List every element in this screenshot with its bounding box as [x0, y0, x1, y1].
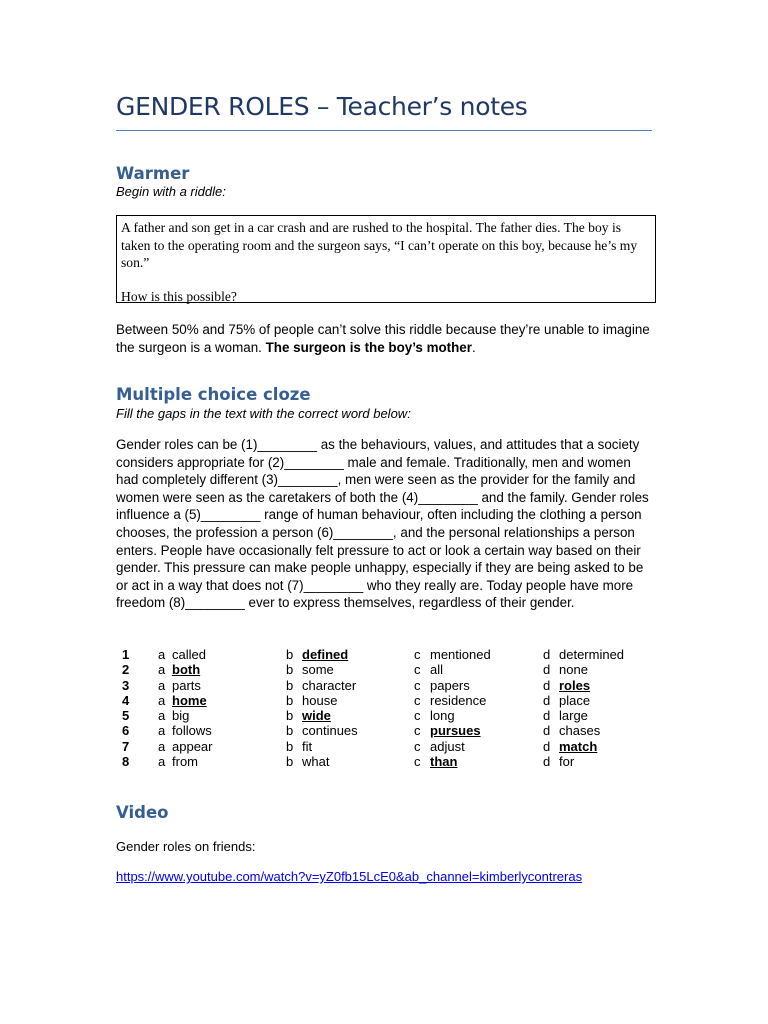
- correct-option: defined: [302, 647, 349, 662]
- option-letter: d: [543, 723, 551, 739]
- question-number: 6: [122, 723, 130, 739]
- correct-option: roles: [559, 677, 591, 693]
- option-letter: b: [286, 662, 294, 678]
- video-heading: Video: [116, 803, 169, 822]
- riddle-answer: The surgeon is the boy’s mother: [265, 339, 472, 355]
- option-word: adjust: [430, 738, 465, 754]
- option-word: continues: [302, 723, 358, 739]
- warmer-instruction: Begin with a riddle:: [116, 184, 226, 199]
- option-letter: c: [414, 738, 421, 754]
- option-letter: b: [286, 708, 294, 724]
- option-letter: d: [543, 754, 551, 770]
- option-letter: d: [543, 677, 551, 693]
- cloze-text: Gender roles can be (1)________ as the behaviours, values, and attitudes that a society considers appropriate for (2)________ male and female. Traditionally, men and women had completely different (3)________, men were seen as the provider for the family and women were seen as the caretakers of both the (4)________ and the family. Gender roles influence a (5)________ range of human behaviour, often including the clothing a person chooses, the profession a person (6)________, and the personal relationships a person enters. People have occasionally felt pressure to act or look a certain way based on their gender. This pressure can make people unhappy, especially if they are being asked to be or act in a way that does not (7)________ who they really are. Today people have more freedom (8)________ ever to express themselves, regardless of their gender.: [116, 437, 649, 611]
- option-word: some: [302, 662, 334, 678]
- option-letter: d: [543, 647, 551, 662]
- option-word: parts: [172, 677, 201, 693]
- option-letter: b: [286, 738, 294, 754]
- option-word: determined: [559, 647, 625, 662]
- correct-option: both: [172, 662, 201, 678]
- warmer-heading: Warmer: [116, 164, 190, 183]
- correct-option: home: [172, 692, 207, 708]
- option-letter: b: [286, 754, 294, 770]
- option-word: appear: [172, 738, 213, 754]
- riddle-explanation: [116, 321, 656, 356]
- question-number: 5: [122, 708, 130, 724]
- question-number: 8: [122, 754, 130, 770]
- option-letter: b: [286, 692, 294, 708]
- option-letter: d: [543, 738, 551, 754]
- video-link[interactable]: https://www.youtube.com/watch?v=yZ0fb15LcE0&ab_channel=kimberlycontreras: [116, 869, 583, 884]
- option-letter: a: [158, 677, 166, 693]
- option-word: chases: [559, 723, 601, 739]
- option-letter: c: [414, 708, 421, 724]
- question-number: 7: [122, 738, 130, 754]
- riddle-question: How is this possible?: [121, 288, 237, 304]
- cloze-instruction: Fill the gaps in the text with the correct word below:: [116, 406, 411, 421]
- title-underline: [116, 130, 652, 131]
- option-letter: a: [158, 647, 166, 662]
- question-number: 3: [122, 677, 130, 693]
- correct-option: than: [430, 754, 458, 770]
- correct-option: match: [559, 738, 598, 754]
- option-word: from: [172, 754, 198, 770]
- option-word: residence: [430, 692, 487, 708]
- correct-option: pursues: [430, 723, 481, 739]
- option-letter: a: [158, 723, 166, 739]
- option-word: large: [559, 708, 588, 724]
- option-letter: a: [158, 754, 166, 770]
- option-word: all: [430, 662, 444, 678]
- option-word: called: [172, 647, 206, 662]
- option-letter: b: [286, 677, 294, 693]
- option-letter: c: [414, 692, 421, 708]
- option-letter: d: [543, 708, 551, 724]
- option-word: character: [302, 677, 357, 693]
- cloze-heading: Multiple choice cloze: [116, 385, 311, 404]
- option-word: follows: [172, 723, 212, 739]
- option-letter: b: [286, 647, 294, 662]
- option-letter: c: [414, 723, 421, 739]
- option-letter: c: [414, 677, 421, 693]
- question-number: 4: [122, 692, 130, 708]
- option-word: for: [559, 754, 575, 770]
- option-word: house: [302, 692, 338, 708]
- option-letter: d: [543, 692, 551, 708]
- explanation-text: Between 50% and 75% of people can’t solve this riddle because they’re unable to imagine the surgeon is a woman.: [116, 322, 650, 355]
- option-word: none: [559, 662, 588, 678]
- option-word: what: [302, 754, 330, 770]
- option-letter: c: [414, 662, 421, 678]
- option-word: fit: [302, 738, 313, 754]
- option-letter: a: [158, 662, 166, 678]
- option-letter: b: [286, 723, 294, 739]
- option-letter: d: [543, 662, 551, 678]
- option-word: big: [172, 708, 190, 724]
- option-word: place: [559, 692, 591, 708]
- option-word: papers: [430, 677, 470, 693]
- question-number: 2: [122, 662, 130, 678]
- option-letter: c: [414, 754, 421, 770]
- correct-option: wide: [302, 708, 331, 724]
- option-word: mentioned: [430, 647, 491, 662]
- option-letter: c: [414, 647, 421, 662]
- page-title: GENDER ROLES – Teacher’s notes: [116, 92, 528, 121]
- option-letter: a: [158, 692, 166, 708]
- explanation-end: .: [471, 339, 476, 355]
- option-letter: a: [158, 738, 166, 754]
- video-label: Gender roles on friends:: [116, 839, 256, 854]
- option-word: long: [430, 708, 455, 724]
- question-number: 1: [122, 647, 130, 662]
- riddle-text: A father and son get in a car crash and are rushed to the hospital. The father dies. The boy is taken to the operating room and the surgeon says, “I can’t operate on this boy, because he’s my son.”: [121, 220, 638, 270]
- option-letter: a: [158, 708, 166, 724]
- riddle-box: [116, 215, 656, 303]
